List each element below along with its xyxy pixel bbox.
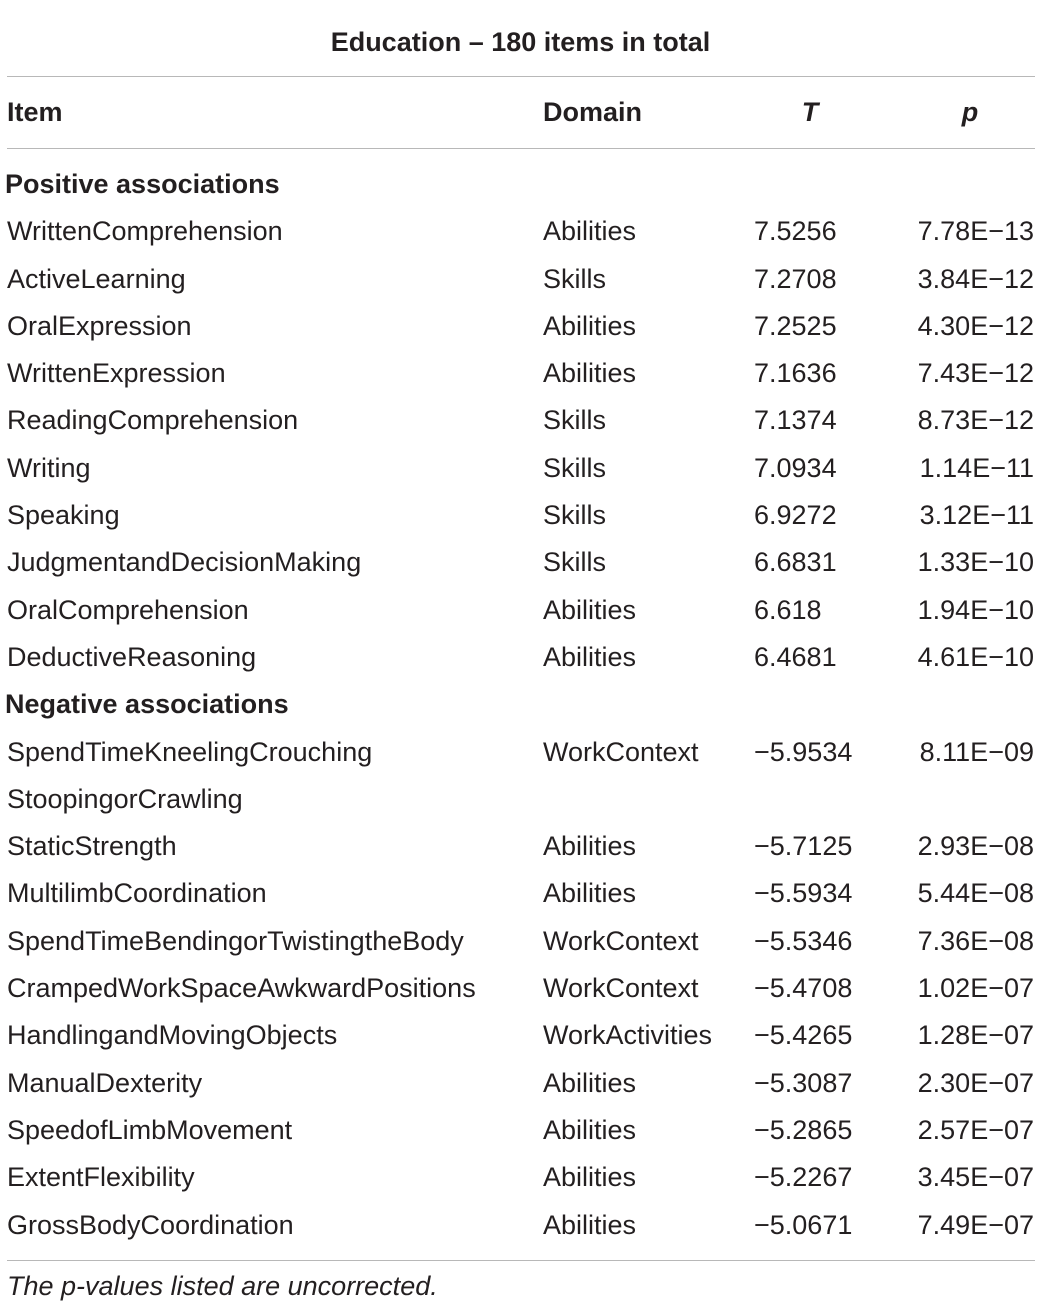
column-header-item: Item xyxy=(7,97,63,127)
domain-cell: Skills xyxy=(543,547,607,578)
t-value-cell: −5.5346 xyxy=(754,925,853,956)
domain-cell: WorkContext xyxy=(543,973,699,1004)
p-value-cell: 7.78E−13 xyxy=(917,216,1034,247)
domain-cell: Abilities xyxy=(543,878,637,909)
p-value-cell: 7.36E−08 xyxy=(917,925,1034,956)
column-header-t: T xyxy=(801,97,819,127)
p-value-cell: 4.61E−10 xyxy=(917,641,1034,672)
p-value-cell: 1.94E−10 xyxy=(917,594,1034,625)
p-value-cell: 1.33E−10 xyxy=(917,547,1034,578)
t-value-cell: 7.1374 xyxy=(754,405,837,436)
domain-cell: Skills xyxy=(543,405,607,436)
t-value-cell: −5.4708 xyxy=(754,973,853,1004)
item-cell: DeductiveReasoning xyxy=(7,641,257,672)
t-value-cell: −5.4265 xyxy=(754,1020,853,1051)
item-cell: OralExpression xyxy=(7,310,192,341)
table-row xyxy=(0,256,1041,303)
domain-cell: Abilities xyxy=(543,216,637,247)
p-value-cell: 2.93E−08 xyxy=(917,831,1034,862)
table-row xyxy=(0,823,1041,870)
table-row xyxy=(0,729,1041,776)
table-title: Education – 180 items in total xyxy=(330,27,711,57)
t-value-cell: 6.9272 xyxy=(754,500,837,531)
section-label: Negative associations xyxy=(5,689,289,720)
item-cell: JudgmentandDecisionMaking xyxy=(7,547,362,578)
table-row xyxy=(0,634,1041,681)
table-row xyxy=(0,870,1041,917)
item-cell: GrossBodyCoordination xyxy=(7,1209,294,1240)
p-value-cell: 2.57E−07 xyxy=(917,1114,1034,1145)
t-value-cell: 6.4681 xyxy=(754,641,837,672)
section-label: Positive associations xyxy=(5,169,280,199)
table-row-continuation xyxy=(0,776,1041,823)
item-cell: ReadingComprehension xyxy=(7,405,299,436)
table-row xyxy=(0,303,1041,350)
item-cell: StaticStrength xyxy=(7,831,177,862)
t-value-cell: −5.0671 xyxy=(754,1209,853,1240)
column-header-p: p xyxy=(961,97,979,127)
p-value-cell: 1.14E−11 xyxy=(919,452,1034,483)
p-value-cell: 3.12E−11 xyxy=(919,500,1034,531)
domain-cell: Abilities xyxy=(543,358,637,389)
item-cell: OralComprehension xyxy=(7,594,249,625)
domain-cell: Abilities xyxy=(543,641,637,672)
table-row xyxy=(0,1107,1041,1154)
t-value-cell: 7.5256 xyxy=(754,216,837,247)
p-value-cell: 3.84E−12 xyxy=(917,263,1034,294)
table-footnote: The p-values listed are uncorrected. xyxy=(7,1271,438,1301)
domain-cell: WorkActivities xyxy=(543,1020,713,1051)
p-value-cell: 7.43E−12 xyxy=(917,358,1034,389)
table-row xyxy=(0,1060,1041,1107)
item-cell: ExtentFlexibility xyxy=(7,1162,195,1193)
table-row xyxy=(0,397,1041,444)
t-value-cell: −5.2865 xyxy=(754,1114,853,1145)
item-cell: SpendTimeKneelingCrouching xyxy=(7,736,373,767)
t-value-cell: 7.2708 xyxy=(754,263,837,294)
t-value-cell: 7.2525 xyxy=(754,310,837,341)
domain-cell: Abilities xyxy=(543,1114,637,1145)
column-header-domain: Domain xyxy=(543,97,643,127)
table-row xyxy=(0,1154,1041,1201)
domain-cell: Abilities xyxy=(543,310,637,341)
p-value-cell: 8.73E−12 xyxy=(917,405,1034,436)
domain-cell: Abilities xyxy=(543,1067,637,1098)
t-value-cell: −5.9534 xyxy=(754,736,853,767)
p-value-cell: 3.45E−07 xyxy=(917,1162,1034,1193)
domain-cell: Skills xyxy=(543,500,607,531)
table-row xyxy=(0,208,1041,255)
item-cell: WrittenComprehension xyxy=(7,216,283,247)
table-row xyxy=(0,539,1041,586)
table-row xyxy=(0,918,1041,965)
domain-cell: Abilities xyxy=(543,831,637,862)
section-heading xyxy=(0,681,1041,728)
domain-cell: WorkContext xyxy=(543,736,699,767)
domain-cell: Abilities xyxy=(543,1162,637,1193)
item-cell: Speaking xyxy=(7,500,120,531)
domain-cell: Abilities xyxy=(543,1209,637,1240)
section-heading xyxy=(0,161,1041,208)
item-cell: SpeedofLimbMovement xyxy=(7,1114,293,1145)
item-cell: Writing xyxy=(7,452,91,483)
title-divider xyxy=(7,76,1035,77)
table-row xyxy=(0,965,1041,1012)
table-body xyxy=(0,161,1041,1249)
table-row xyxy=(0,350,1041,397)
item-cell-continuation: StoopingorCrawling xyxy=(7,783,243,814)
p-value-cell: 1.28E−07 xyxy=(917,1020,1034,1051)
p-value-cell: 7.49E−07 xyxy=(917,1209,1034,1240)
table-row xyxy=(0,1012,1041,1059)
item-cell: WrittenExpression xyxy=(7,358,226,389)
p-value-cell: 1.02E−07 xyxy=(917,973,1034,1004)
bottom-divider xyxy=(7,1260,1035,1261)
item-cell: MultilimbCoordination xyxy=(7,878,267,909)
item-cell: ManualDexterity xyxy=(7,1067,203,1098)
t-value-cell: 6.6831 xyxy=(754,547,837,578)
t-value-cell: −5.2267 xyxy=(754,1162,853,1193)
p-value-cell: 5.44E−08 xyxy=(917,878,1034,909)
header-divider xyxy=(7,148,1035,149)
domain-cell: Skills xyxy=(543,263,607,294)
item-cell: SpendTimeBendingorTwistingtheBody xyxy=(7,925,464,956)
t-value-cell: −5.7125 xyxy=(754,831,853,862)
domain-cell: Skills xyxy=(543,452,607,483)
p-value-cell: 4.30E−12 xyxy=(917,310,1034,341)
domain-cell: WorkContext xyxy=(543,925,699,956)
t-value-cell: −5.5934 xyxy=(754,878,853,909)
t-value-cell: 6.618 xyxy=(754,594,822,625)
table-row xyxy=(0,445,1041,492)
item-cell: CrampedWorkSpaceAwkwardPositions xyxy=(7,973,476,1004)
domain-cell: Abilities xyxy=(543,594,637,625)
t-value-cell: −5.3087 xyxy=(754,1067,853,1098)
p-value-cell: 8.11E−09 xyxy=(919,736,1034,767)
table-row xyxy=(0,1202,1041,1249)
t-value-cell: 7.1636 xyxy=(754,358,837,389)
table-row xyxy=(0,587,1041,634)
table-row xyxy=(0,492,1041,539)
item-cell: ActiveLearning xyxy=(7,263,186,294)
p-value-cell: 2.30E−07 xyxy=(917,1067,1034,1098)
item-cell: HandlingandMovingObjects xyxy=(7,1020,338,1051)
t-value-cell: 7.0934 xyxy=(754,452,837,483)
